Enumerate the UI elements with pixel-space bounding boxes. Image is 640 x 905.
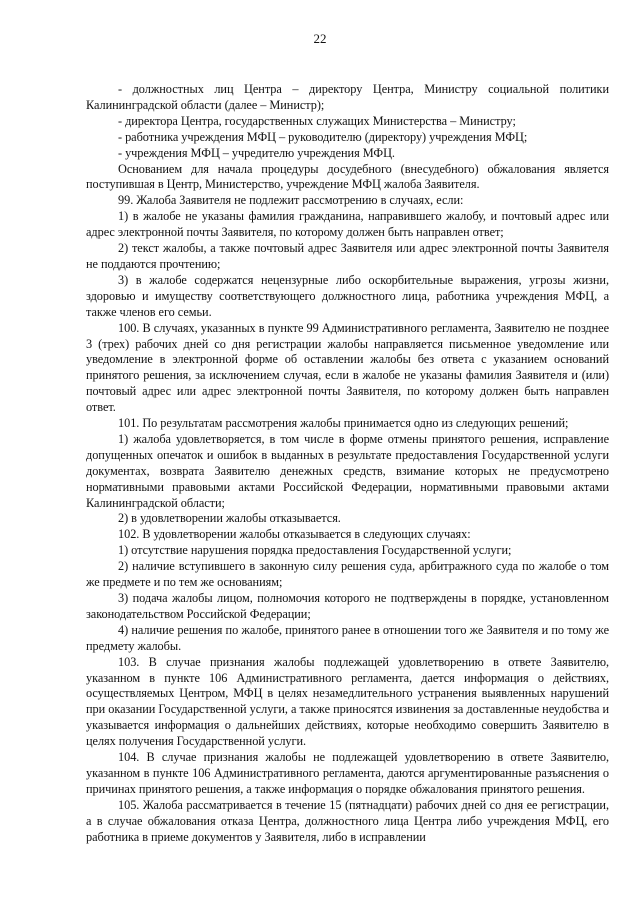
paragraph-102-item-2: 2) наличие вступившего в законную силу решения суда, арбитражного суда по жалобе о том же предмете и по тем же основаниям; <box>86 559 609 590</box>
paragraph-101: 101. По результатам рассмотрения жалобы принимается одно из следующих решений; <box>118 416 569 431</box>
paragraph-appeal-mfc-worker: - работника учреждения МФЦ – руководителю (директору) учреждения МФЦ; <box>118 129 528 144</box>
paragraph-grounds: Основанием для начала процедуры досудебного (внесудебного) обжалования является поступившая в Центр, Министерство, учреждение МФЦ жалоба Заявителя. <box>86 161 609 192</box>
paragraph-102-item-4: 4) наличие решения по жалобе, принятого ранее в отношении того же Заявителя и по тому же предмету жалобы. <box>86 622 609 653</box>
paragraph-99-item-2: 2) текст жалобы, а также почтовый адрес Заявителя или адрес электронной почты Заявителя не поддаются прочтению; <box>86 241 609 271</box>
paragraph-104: 104. В случае признания жалобы не подлежащей удовлетворению в ответе Заявителю, указанном в пункте 106 Административного регламента, даются аргументированные разъяснения о причинах принятого решения, а также информация о порядке обжалования принятого решения. <box>86 750 609 796</box>
paragraph-99-item-3: 3) в жалобе содержатся нецензурные либо оскорбительные выражения, угрозы жизни, здоровью и имуществу соответствующего должностного лица, работника учреждения МФЦ, а также членов его семьи. <box>86 272 609 319</box>
paragraph-102: 102. В удовлетворении жалобы отказывается в следующих случаях: <box>118 527 471 542</box>
paragraph-99-item-1: 1) в жалобе не указаны фамилия гражданина, направившего жалобу, и почтовый адрес или адрес электронной почты Заявителя, по которому должен быть направлен ответ; <box>86 209 609 240</box>
paragraph-102-item-1: 1) отсутствие нарушения порядка предоставления Государственной услуги; <box>118 543 512 558</box>
paragraph-102-item-3: 3) подача жалобы лицом, полномочия которого не подтверждены в порядке, установленном законодательством Российской Федерации; <box>86 591 609 621</box>
document-body <box>86 82 609 846</box>
paragraph-appeal-director: - директора Центра, государственных служащих Министерства – Министру; <box>118 113 516 128</box>
paragraph-99: 99. Жалоба Заявителя не подлежит рассмотрению в случаях, если: <box>118 193 464 208</box>
page-number: 22 <box>313 31 327 46</box>
paragraph-105: 105. Жалоба рассматривается в течение 15 (пятнадцати) рабочих дней со дня ее регистрации, а в случае обжалования отказа Центра, должностного лица Центра либо учреждения МФЦ, его работника в приеме документов у Заявителя, либо в исправлении <box>86 797 609 844</box>
paragraph-100: 100. В случаях, указанных в пункте 99 Административного регламента, Заявителю не позднее 3 (трех) рабочих дней со дня регистрации жалобы направляется письменное уведомление или уведомление в электронной форме об оставлении жалобы без ответа с указанием оснований принятого решения, за исключением случая, если в жалобе не указаны фамилия Заявителя и (или) почтовый адрес или адрес электронной почты Заявителя, по которому должен быть направлен ответ. <box>86 320 609 415</box>
paragraph-101-item-1: 1) жалоба удовлетворяется, в том числе в форме отмены принятого решения, исправление допущенных опечаток и ошибок в выданных в результате предоставления Государственной услуги документах, возврата Заявителю денежных средств, взимание которых не предусмотрено нормативными правовыми актами Российской Федерации, нормативными правовыми актами Калининградской области; <box>86 431 609 510</box>
paragraph-appeal-officials: - должностных лиц Центра – директору Центра, Министру социальной политики Калининградской области (далее – Министр); <box>86 82 609 112</box>
paragraph-103: 103. В случае признания жалобы подлежащей удовлетворению в ответе Заявителю, указанном в пункте 106 Административного регламента, дается информация о действиях, осуществляемых Центром, МФЦ в целях незамедлительного устранения выявленных нарушений при оказании Государственной услуги, а также приносятся извинения за доставленные неудобства и указывается информация о дальнейших действиях, которые необходимо совершить Заявителю в целях получения Государственной услуги. <box>86 654 609 749</box>
paragraph-101-item-2: 2) в удовлетворении жалобы отказывается. <box>118 511 341 526</box>
paragraph-appeal-mfc: - учреждения МФЦ – учредителю учреждения МФЦ. <box>118 145 395 160</box>
